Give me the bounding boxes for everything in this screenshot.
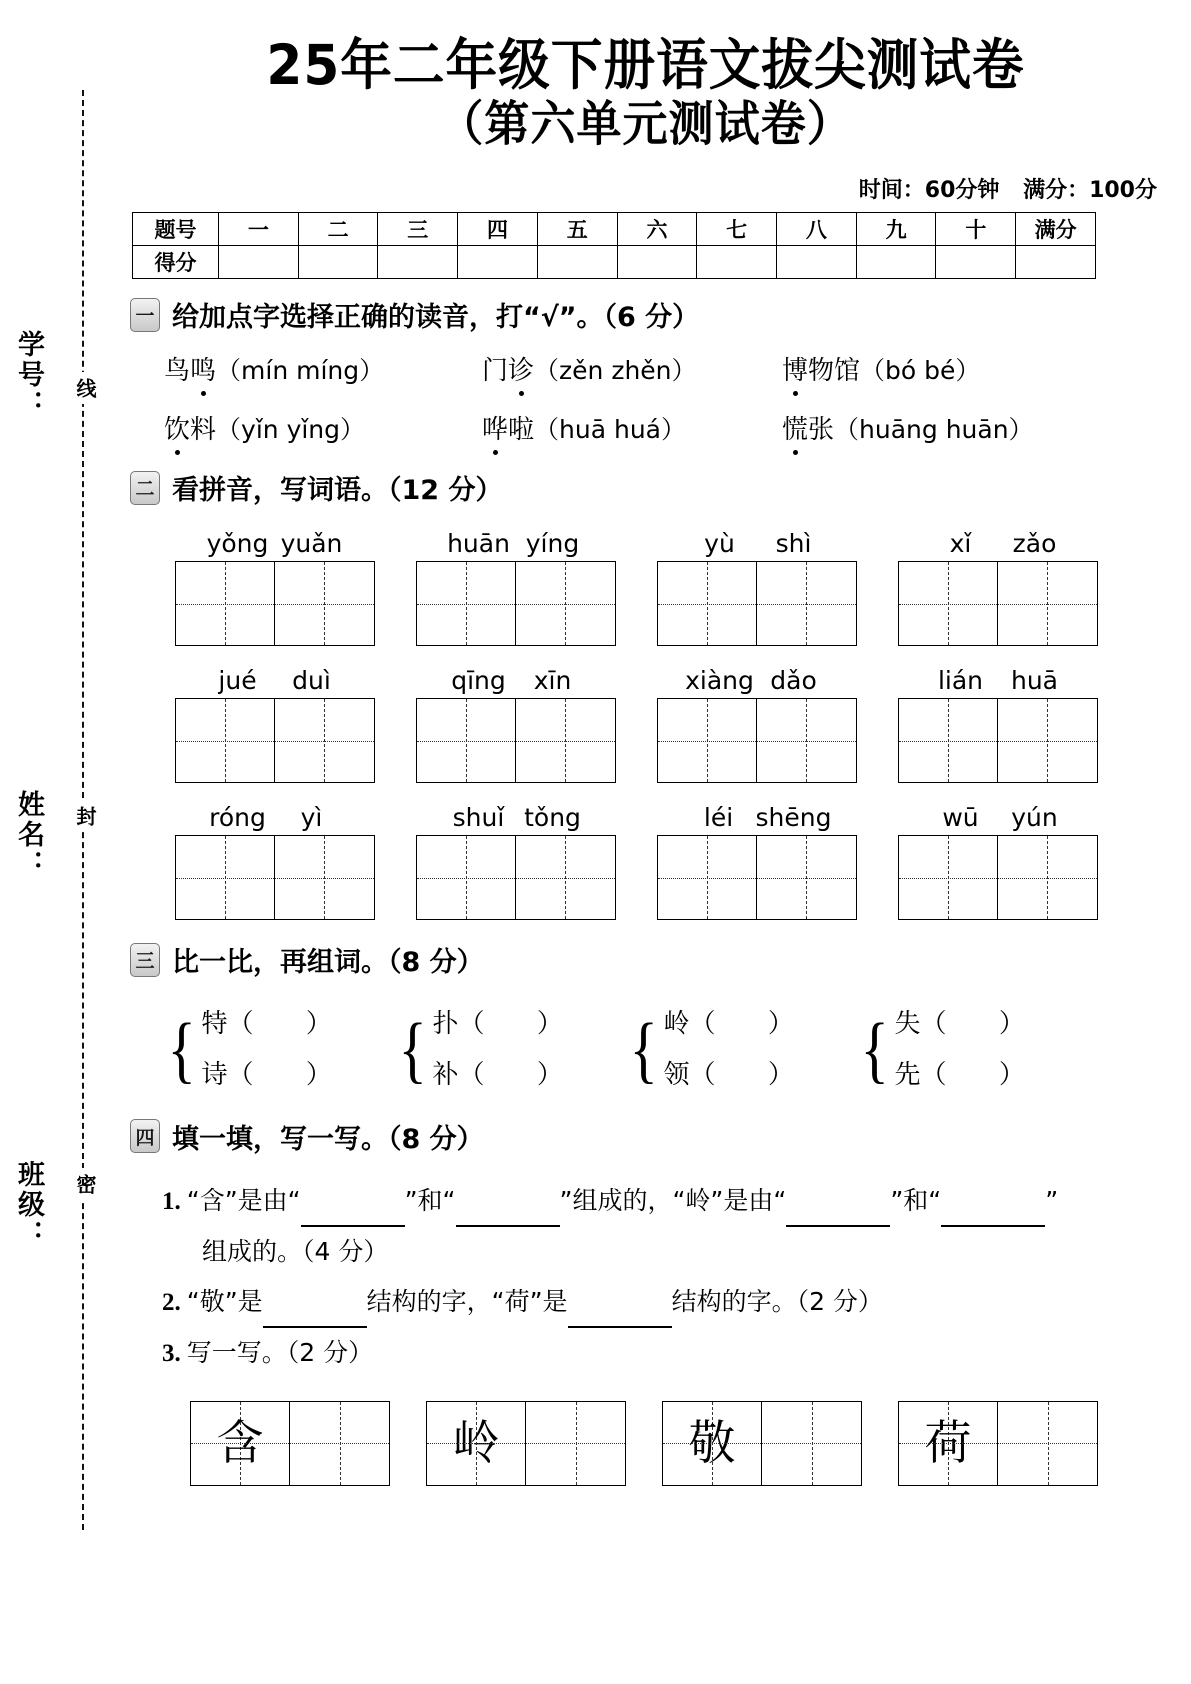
- tianzi-grid[interactable]: [898, 835, 1098, 920]
- compare-line[interactable]: 失（ ）: [894, 1009, 1025, 1040]
- tianzi-grid[interactable]: [416, 698, 616, 783]
- question-list: [120, 1176, 1171, 1379]
- pinyin-label: lián huā: [937, 666, 1058, 696]
- practice-grid-item: [662, 1401, 898, 1486]
- section-header-4: [120, 1117, 1171, 1156]
- section-header-2: [120, 468, 1171, 507]
- word-la: 啦: [508, 415, 535, 446]
- tianzi-grid[interactable]: [657, 835, 857, 920]
- pinyin-options-3: （bó bé）: [860, 356, 981, 386]
- tianzi-cell[interactable]: [417, 836, 516, 919]
- pinyin-write-item: [395, 666, 636, 783]
- question-text-c: 结构的字。（2 分）: [671, 1286, 883, 1316]
- score-cell-6[interactable]: [617, 246, 697, 279]
- pinyin-options-5: （huā huá）: [534, 415, 686, 445]
- tianzi-cell[interactable]: [176, 562, 275, 645]
- pinyin-write-item: [877, 529, 1118, 646]
- compare-group: [164, 999, 395, 1100]
- practice-grid-item: [426, 1401, 662, 1486]
- question-item-1-line2: 组成的。（4 分）: [202, 1236, 389, 1266]
- tianzi-cell[interactable]: [998, 699, 1097, 782]
- page-title: [120, 0, 1171, 151]
- pinyin-options-6: （huāng huān）: [834, 415, 1034, 445]
- tianzi-cell[interactable]: [757, 562, 856, 645]
- score-cell-1[interactable]: [219, 246, 299, 279]
- pinyin-write-item: [395, 529, 636, 646]
- tianzi-grid[interactable]: [175, 835, 375, 920]
- score-col-4: 四: [458, 213, 538, 246]
- dotted-char-bo: 博: [782, 350, 808, 387]
- pinyin-label: shuǐ tǒng: [452, 803, 581, 833]
- tianzi-grid[interactable]: [190, 1401, 390, 1486]
- tianzi-grid[interactable]: [426, 1401, 626, 1486]
- compare-line[interactable]: 扑（ ）: [432, 1009, 563, 1040]
- score-table: [132, 212, 1096, 279]
- pinyin-label: xiàng dǎo: [685, 666, 817, 696]
- tianzi-grid[interactable]: [898, 1401, 1098, 1486]
- practice-char: 敬: [688, 1415, 736, 1471]
- question-number: 2.: [162, 1288, 181, 1316]
- score-cell-9[interactable]: [856, 246, 936, 279]
- score-col-total: 满分: [1016, 213, 1096, 246]
- dotted-char-zhen: 诊: [508, 350, 534, 387]
- tianzi-cell[interactable]: [757, 836, 856, 919]
- tianzi-cell[interactable]: [762, 1402, 861, 1485]
- pinyin-options-2: （zěn zhěn）: [534, 356, 697, 386]
- dotted-char-ming: 鸣: [190, 350, 216, 387]
- tianzi-cell[interactable]: [899, 836, 998, 919]
- tianzi-cell[interactable]: [998, 562, 1097, 645]
- pinyin-label: róng yì: [209, 803, 323, 833]
- score-cell-4[interactable]: [458, 246, 538, 279]
- seal-word-feng: 封: [66, 800, 100, 832]
- compare-line[interactable]: 特（ ）: [201, 1009, 332, 1040]
- score-col-6: 六: [617, 213, 697, 246]
- tianzi-cell[interactable]: [658, 562, 757, 645]
- tianzi-cell[interactable]: [526, 1402, 625, 1485]
- practice-grid-list: [120, 1401, 1171, 1486]
- question-text-b: ”和“: [404, 1185, 456, 1215]
- pinyin-write-item: [636, 803, 877, 920]
- answer-blank[interactable]: [568, 1326, 672, 1328]
- compare-line[interactable]: 诗（ ）: [201, 1060, 332, 1091]
- pinyin-write-item: [154, 529, 395, 646]
- tianzi-cell[interactable]: [899, 562, 998, 645]
- tianzi-grid[interactable]: [657, 561, 857, 646]
- student-id-field: 学号：: [13, 330, 44, 420]
- score-cell-3[interactable]: [378, 246, 458, 279]
- question-text-d: ”和“: [890, 1185, 942, 1215]
- pinyin-options-4: （yǐn yǐng）: [216, 415, 366, 445]
- question-item-1[interactable]: [162, 1176, 1171, 1227]
- tianzi-grid[interactable]: [175, 561, 375, 646]
- answer-blank[interactable]: [941, 1225, 1045, 1227]
- score-col-3: 三: [378, 213, 458, 246]
- score-cell-total[interactable]: [1016, 246, 1096, 279]
- dotted-char-hua: 哗: [482, 409, 508, 446]
- word-niao: 鸟: [164, 356, 191, 387]
- word-wuguan: 物馆: [808, 356, 861, 387]
- left-margin: [0, 0, 110, 1684]
- score-col-8: 八: [777, 213, 857, 246]
- tianzi-grid[interactable]: [175, 698, 375, 783]
- pinyin-write-item: [636, 529, 877, 646]
- brace-icon: {: [398, 1008, 427, 1091]
- class-field: 班级：: [13, 1160, 44, 1250]
- tianzi-cell[interactable]: [275, 562, 374, 645]
- tianzi-cell-filled: [663, 1402, 762, 1485]
- table-row-scores: [133, 246, 1096, 279]
- tianzi-grid[interactable]: [416, 561, 616, 646]
- practice-char: 岭: [452, 1415, 500, 1471]
- tianzi-cell-filled: [899, 1402, 998, 1485]
- tianzi-cell[interactable]: [516, 836, 615, 919]
- score-col-1: 一: [219, 213, 299, 246]
- pinyin-choice-item[interactable]: [782, 350, 980, 387]
- pinyin-label: huān yíng: [447, 529, 580, 559]
- pinyin-choice-row-2: [164, 409, 1171, 446]
- title-line-2: （第六单元测试卷）: [438, 95, 853, 152]
- exam-page: [112, 0, 1191, 1684]
- question-text-c: ”组成的，“岭”是由“: [559, 1185, 787, 1215]
- tianzi-grid[interactable]: [416, 835, 616, 920]
- word-liao: 料: [190, 415, 217, 446]
- answer-blank[interactable]: [786, 1225, 890, 1227]
- section-title-3: 比一比，再组词。（8 分）: [172, 947, 484, 979]
- practice-char: 含: [216, 1415, 264, 1471]
- tianzi-grid[interactable]: [898, 698, 1098, 783]
- score-cell-5[interactable]: [537, 246, 617, 279]
- word-zhang: 张: [808, 415, 835, 446]
- question-text-a: “含”是由“: [186, 1185, 301, 1215]
- pinyin-write-item: [154, 803, 395, 920]
- tianzi-cell[interactable]: [176, 699, 275, 782]
- tianzi-cell[interactable]: [275, 699, 374, 782]
- student-name-field: 姓名：: [13, 790, 44, 880]
- word-men: 门: [482, 356, 509, 387]
- pinyin-label: yǒng yuǎn: [206, 529, 343, 559]
- pinyin-label: wū yún: [942, 803, 1058, 833]
- pinyin-label: jué duì: [218, 666, 331, 696]
- pinyin-choice-list: [120, 350, 1171, 446]
- question-number: 1.: [162, 1187, 181, 1215]
- dotted-char-yin: 饮: [164, 409, 190, 446]
- practice-grid-item: [898, 1401, 1134, 1486]
- brace-icon: {: [167, 1008, 196, 1091]
- pinyin-write-row-1: [154, 529, 1171, 646]
- score-col-2: 二: [298, 213, 378, 246]
- seal-word-mi: 密: [66, 1168, 100, 1200]
- brace-icon: {: [629, 1008, 658, 1091]
- question-item-2[interactable]: [162, 1277, 1171, 1328]
- section-title-1: 给加点字选择正确的读音，打“√”。（6 分）: [172, 302, 700, 334]
- score-row-label: 得分: [133, 246, 219, 279]
- title-line-1: 25年二年级下册语文拔尖测试卷: [266, 33, 1025, 97]
- pinyin-write-row-3: [154, 803, 1171, 920]
- time-label: 时间：60分钟: [858, 178, 1000, 204]
- exam-meta: [120, 173, 1171, 204]
- compare-line[interactable]: 先（ ）: [894, 1060, 1025, 1091]
- pinyin-choice-row-1: [164, 350, 1171, 387]
- pinyin-label: qīng xīn: [451, 666, 572, 696]
- tianzi-grid[interactable]: [662, 1401, 862, 1486]
- section-number-3: 三: [130, 943, 160, 977]
- tianzi-cell-filled: [191, 1402, 290, 1485]
- dotted-char-huang: 慌: [782, 409, 808, 446]
- pinyin-choice-item[interactable]: [482, 350, 782, 387]
- brace-icon: {: [860, 1008, 889, 1091]
- compare-line[interactable]: 岭（ ）: [663, 1009, 794, 1040]
- pinyin-write-row-2: [154, 666, 1171, 783]
- section-header-3: [120, 940, 1171, 979]
- pinyin-label: xǐ zǎo: [949, 529, 1057, 559]
- score-col-7: 七: [697, 213, 777, 246]
- tianzi-grid[interactable]: [657, 698, 857, 783]
- tianzi-cell[interactable]: [417, 562, 516, 645]
- tianzi-cell[interactable]: [516, 562, 615, 645]
- score-cell-2[interactable]: [298, 246, 378, 279]
- question-number: 3.: [162, 1339, 181, 1367]
- pinyin-choice-item[interactable]: [164, 350, 482, 387]
- score-col-9: 九: [856, 213, 936, 246]
- practice-char: 荷: [924, 1415, 972, 1471]
- tianzi-cell[interactable]: [899, 699, 998, 782]
- table-row-header: [133, 213, 1096, 246]
- pinyin-choice-item[interactable]: [164, 409, 482, 446]
- tianzi-cell[interactable]: [417, 699, 516, 782]
- score-col-5: 五: [537, 213, 617, 246]
- pinyin-write-grid-list: [120, 529, 1171, 920]
- question-text-b: 结构的字，“荷”是: [366, 1286, 568, 1316]
- full-score-label: 满分：100分: [1023, 178, 1157, 204]
- score-col-10: 十: [936, 213, 1016, 246]
- tianzi-grid[interactable]: [898, 561, 1098, 646]
- compare-group: [857, 999, 1088, 1100]
- tianzi-cell[interactable]: [275, 836, 374, 919]
- section-number-1: 一: [130, 298, 160, 332]
- section-title-4: 填一填，写一写。（8 分）: [172, 1123, 484, 1155]
- section-number-4: 四: [130, 1119, 160, 1153]
- tianzi-cell[interactable]: [516, 699, 615, 782]
- seal-word-xian: 线: [66, 372, 100, 404]
- compare-line[interactable]: 补（ ）: [432, 1060, 563, 1091]
- tianzi-cell[interactable]: [176, 836, 275, 919]
- section-title-2: 看拼音，写词语。（12 分）: [172, 475, 503, 507]
- compare-word-list: [120, 999, 1171, 1100]
- compare-line[interactable]: 领（ ）: [663, 1060, 794, 1091]
- pinyin-write-item: [154, 666, 395, 783]
- tianzi-cell[interactable]: [998, 836, 1097, 919]
- section-number-2: 二: [130, 471, 160, 505]
- compare-group: [395, 999, 626, 1100]
- score-cell-8[interactable]: [777, 246, 857, 279]
- pinyin-choice-item[interactable]: [482, 409, 782, 446]
- section-header-1: [120, 295, 1171, 334]
- tianzi-cell[interactable]: [290, 1402, 389, 1485]
- score-cell-7[interactable]: [697, 246, 777, 279]
- pinyin-write-item: [877, 803, 1118, 920]
- practice-grid-item: [190, 1401, 426, 1486]
- question-text-a: 写一写。（2 分）: [186, 1337, 374, 1367]
- pinyin-write-item: [636, 666, 877, 783]
- tianzi-cell[interactable]: [658, 699, 757, 782]
- tianzi-cell[interactable]: [658, 836, 757, 919]
- answer-blank[interactable]: [456, 1225, 560, 1227]
- score-cell-10[interactable]: [936, 246, 1016, 279]
- compare-group: [626, 999, 857, 1100]
- tianzi-cell-filled: [427, 1402, 526, 1485]
- pinyin-choice-item[interactable]: [782, 409, 1034, 446]
- pinyin-label: léi shēng: [703, 803, 832, 833]
- question-text-e: ”: [1045, 1185, 1059, 1215]
- pinyin-write-item: [877, 666, 1118, 783]
- score-table-row-label: 题号: [133, 213, 219, 246]
- question-item-3: [162, 1328, 1171, 1379]
- pinyin-options-1: （mín míng）: [216, 356, 385, 386]
- question-text-a: “敬”是: [186, 1286, 263, 1316]
- pinyin-label: yù shì: [704, 529, 812, 559]
- tianzi-cell[interactable]: [757, 699, 856, 782]
- pinyin-write-item: [395, 803, 636, 920]
- tianzi-cell[interactable]: [998, 1402, 1097, 1485]
